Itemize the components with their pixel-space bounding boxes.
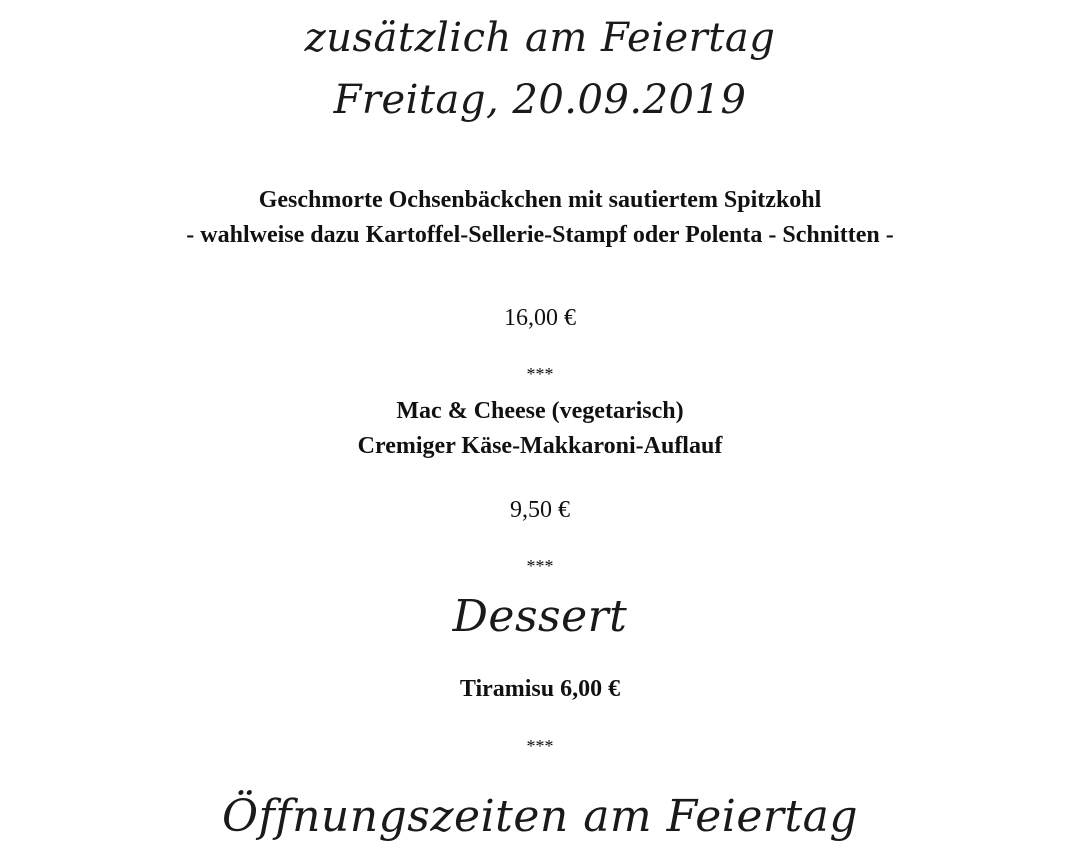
dish-1-title: Geschmorte Ochsenbäckchen mit sautiertem Spitzkohl <box>258 187 822 213</box>
header-line-1: zusätzlich am Feiertag <box>304 15 776 61</box>
separator-3: *** <box>526 736 554 756</box>
dish-1-price: 16,00 € <box>504 305 576 331</box>
separator-1: *** <box>526 364 554 384</box>
dish-2-subtitle: Cremiger Käse-Makkaroni-Auflauf <box>357 433 723 459</box>
dish-2-title: Mac & Cheese (vegetarisch) <box>396 398 684 424</box>
dish-2-price: 9,50 € <box>510 497 570 523</box>
dish-1-subtitle: - wahlweise dazu Kartoffel-Sellerie-Stampf oder Polenta - Schnitten - <box>186 222 894 248</box>
header-line-2: Freitag, 20.09.2019 <box>333 77 747 123</box>
separator-2: *** <box>526 556 554 576</box>
dessert-heading: Dessert <box>452 591 628 642</box>
dessert-item: Tiramisu 6,00 € <box>459 676 621 702</box>
footer-partial-heading: Öffnungszeiten am Feiertag <box>221 791 859 842</box>
